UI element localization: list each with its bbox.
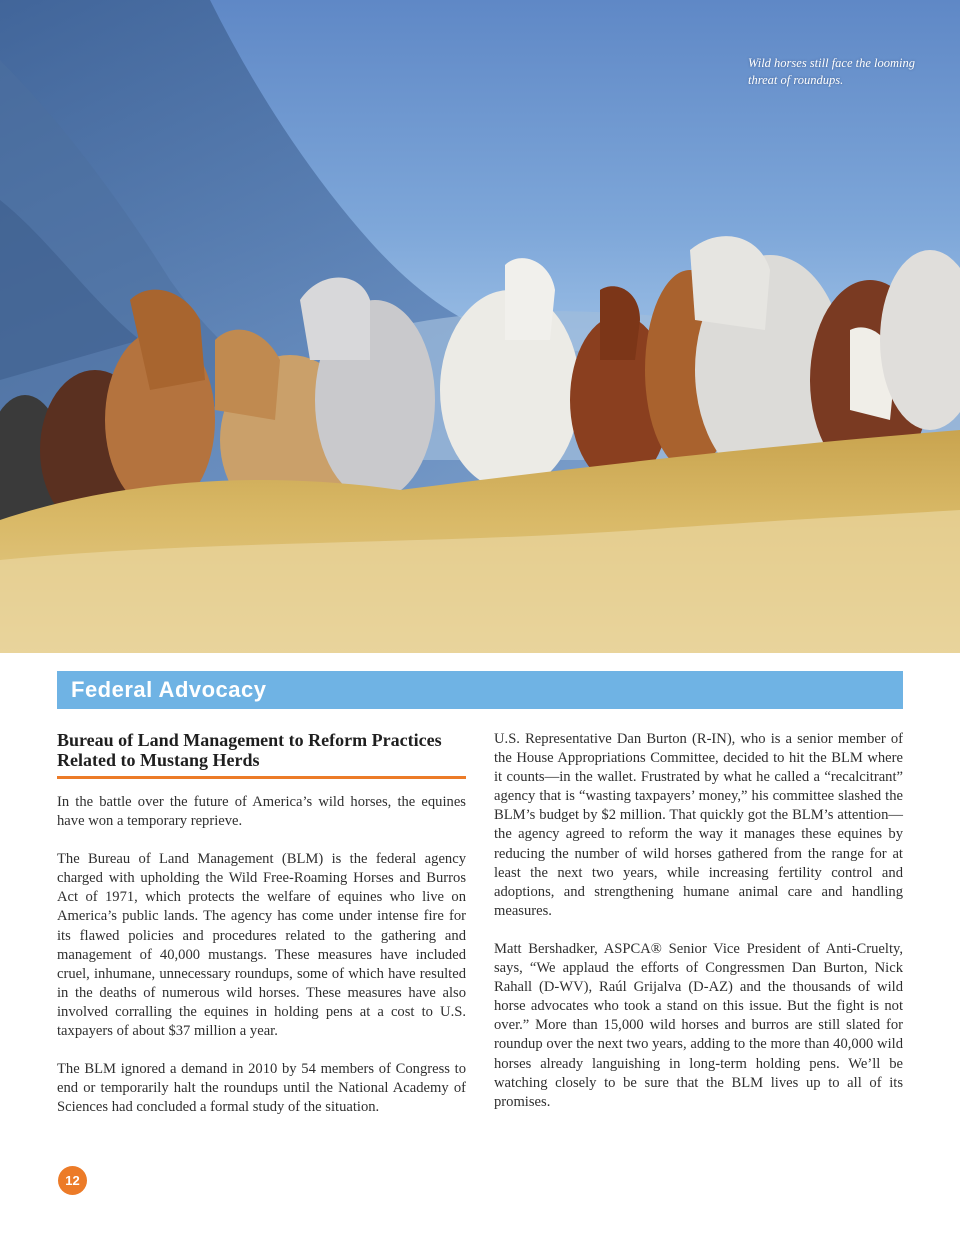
body-paragraph: The Bureau of Land Management (BLM) is the federal agency charged with upholding the Wild Free-Roaming Horses and Burros Act of 1971, which protects the welfare of equines who live on America’s public lands. The agency has come under intense fire for its flawed policies and procedures related to the gathering and management of 40,000 mustangs. These measures have included cruel, inhumane, unnecessary roundups, some of which have resulted in the deaths of numerous wild horses. These measures have also involved corralling the equines in holding pens at a cost to U.S. taxpayers of about $37 million a year. [57, 851, 466, 1040]
body-paragraph: U.S. Representative Dan Burton (R-IN), who is a senior member of the House Appropriations Committee, decided to hit the BLM where it counts—in the wallet. Frustrated by what he called a “recalcitrant” agency that is “wasting taxpayers’ money,” his committee slashed the BLM’s budget by $2 million. That quickly got the BLM’s attention—the agency agreed to reform the way it manages these equines by reducing the number of wild horses gathered from the range for at least the next two years, while increasing fertility control and adoptions, and strengthening humane animal care and handling measures. [494, 731, 903, 919]
headline-divider [57, 776, 466, 779]
photo-caption: Wild horses still face the looming threat of roundups. [748, 56, 916, 87]
page-number-badge: 12 [58, 1166, 87, 1195]
body-paragraph: Matt Bershadker, ASPCA® Senior Vice President of Anti-Cruelty, says, “We applaud the efforts of Congressmen Dan Burton, Nick Rahall (D-WV), Raúl Grijalva (D-AZ) and the thousands of wild horse advocates who took a stand on this issue. But the fight is not over.” More than 15,000 wild horses and burros are still slated for roundup over the next two years, adding to the more than 40,000 wild horses already languishing in long-term holding pens. We’ll be watching closely to be sure that the BLM lives up to all of its promises. [494, 940, 903, 1110]
section-title: Federal Advocacy [71, 677, 267, 702]
left-column [57, 730, 466, 1136]
body-paragraph: In the battle over the future of America’s wild horses, the equines have won a temporary reprieve. [57, 794, 466, 830]
right-column [494, 730, 903, 1131]
body-paragraph: The BLM ignored a demand in 2010 by 54 members of Congress to end or temporarily halt the roundups until the National Academy of Sciences had concluded a formal study of the situation. [57, 1061, 466, 1116]
article-headline: Bureau of Land Management to Reform Practices Related to Mustang Herds [57, 730, 442, 770]
section-banner [57, 671, 903, 709]
